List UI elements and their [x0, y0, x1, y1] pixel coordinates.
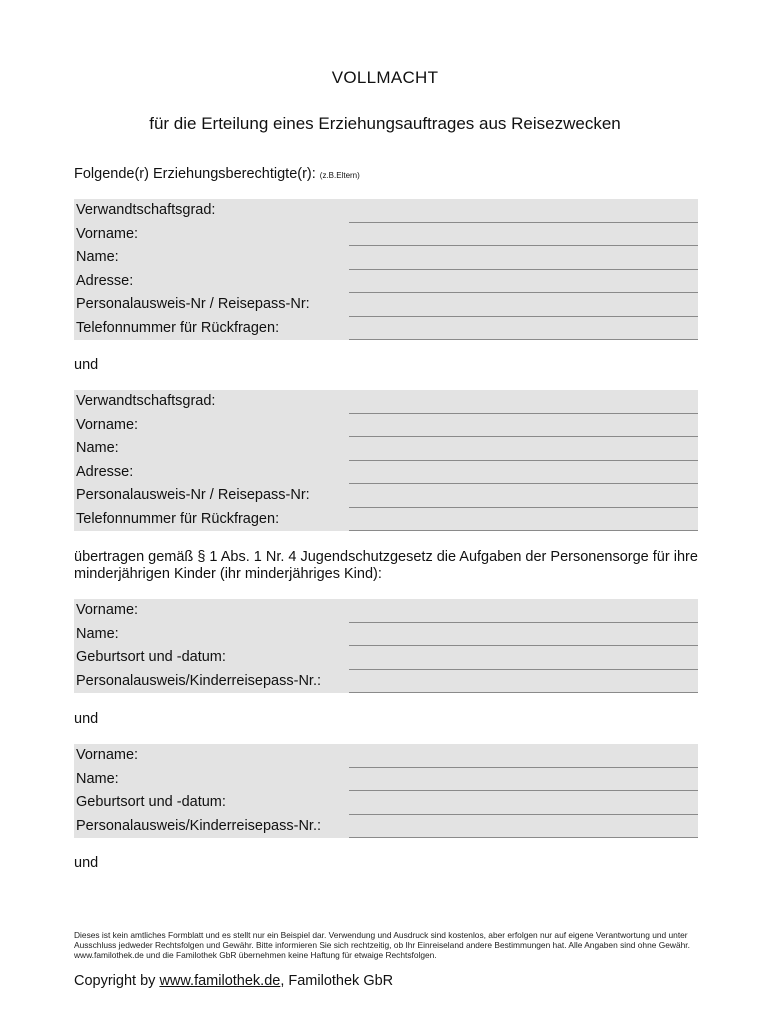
field-label: Name: — [76, 625, 119, 642]
transfer-paragraph: übertragen gemäß § 1 Abs. 1 Nr. 4 Jugendschutzgesetz die Aufgaben der Personensorge für ihre minderjährigen Kinder (ihr minderjähriges Kind): — [74, 549, 698, 582]
copyright-suffix: , Familothek GbR — [280, 973, 394, 989]
fill-line — [349, 837, 698, 838]
field-label: Vorname: — [76, 416, 139, 433]
guardian-1-row-relationship[interactable] — [74, 199, 698, 223]
fill-line — [349, 530, 698, 531]
intro-line — [74, 166, 360, 182]
field-label: Telefonnummer für Rückfragen: — [76, 510, 280, 527]
guardian-2-row-address[interactable] — [74, 461, 698, 485]
intro-text: Folgende(r) Erziehungsberechtigte(r): — [74, 166, 316, 182]
child-1-row-id[interactable] — [74, 670, 698, 694]
field-label: Adresse: — [76, 463, 134, 480]
guardian-1-row-address[interactable] — [74, 270, 698, 294]
child-1-block — [74, 599, 698, 693]
guardian-1-row-firstname[interactable] — [74, 223, 698, 247]
disclaimer-text: Dieses ist kein amtliches Formblatt und es stellt nur ein Beispiel dar. Verwendung und Ausdruck sind kostenlos, aber erfolgen nur auf eigene Verantwortung und unter Ausschluss jedweder Rechtsfolgen und Gewähr. Bitte informieren Sie sich rechtzeitig, ob Ihr Einreiseland andere Bestimmungen hat. Alle Angaben sind ohne Gewähr. www.familothek.de und die Familothek GbR übernehmen keine Haftung für etwaige Rechtsfolgen. — [74, 930, 690, 961]
guardian-2-row-firstname[interactable] — [74, 414, 698, 438]
field-label: Name: — [76, 249, 119, 265]
guardian-2-row-phone[interactable] — [74, 508, 698, 532]
field-label: Verwandtschaftsgrad: — [76, 393, 216, 409]
document-title: VOLLMACHT — [331, 68, 439, 87]
guardian-1-row-phone[interactable] — [74, 317, 698, 341]
field-label: Geburtsort und -datum: — [76, 794, 226, 810]
copyright-line — [74, 973, 393, 989]
guardian-1-row-name[interactable] — [74, 246, 698, 270]
field-label: Verwandtschaftsgrad: — [76, 202, 216, 218]
guardian-1-row-id[interactable] — [74, 293, 698, 317]
field-label: Vorname: — [76, 225, 139, 242]
connector-und-1: und — [74, 357, 99, 373]
guardian-1-block — [74, 199, 698, 340]
field-label: Geburtsort und -datum: — [76, 649, 226, 665]
child-2-row-name[interactable] — [74, 768, 698, 792]
child-2-row-birth[interactable] — [74, 791, 698, 815]
document-subtitle: für die Erteilung eines Erziehungsauftrages aus Reisezwecken — [149, 114, 621, 133]
guardian-2-row-name[interactable] — [74, 437, 698, 461]
guardian-2-row-relationship[interactable] — [74, 390, 698, 414]
child-1-row-firstname[interactable] — [74, 599, 698, 623]
field-label: Vorname: — [76, 747, 139, 763]
fill-line — [349, 692, 698, 693]
child-1-row-name[interactable] — [74, 623, 698, 647]
child-2-row-firstname[interactable] — [74, 744, 698, 768]
fill-line — [349, 339, 698, 340]
familothek-link[interactable]: www.familothek.de — [159, 973, 281, 989]
child-2-block — [74, 744, 698, 838]
field-label: Telefonnummer für Rückfragen: — [76, 319, 280, 336]
field-label: Name: — [76, 770, 119, 787]
field-label: Personalausweis/Kinderreisepass-Nr.: — [76, 672, 321, 689]
field-label: Personalausweis-Nr / Reisepass-Nr: — [76, 487, 310, 503]
field-label: Name: — [76, 440, 119, 456]
guardian-2-block — [74, 390, 698, 531]
field-label: Vorname: — [76, 602, 139, 618]
child-1-row-birth[interactable] — [74, 646, 698, 670]
connector-und-2: und — [74, 711, 99, 727]
field-label: Adresse: — [76, 272, 134, 289]
copyright-prefix: Copyright by — [74, 973, 156, 989]
connector-und-3: und — [74, 855, 99, 871]
field-label: Personalausweis/Kinderreisepass-Nr.: — [76, 817, 321, 834]
child-2-row-id[interactable] — [74, 815, 698, 839]
guardian-2-row-id[interactable] — [74, 484, 698, 508]
intro-note: (z.B.Eltern) — [319, 171, 360, 180]
field-label: Personalausweis-Nr / Reisepass-Nr: — [76, 296, 310, 312]
